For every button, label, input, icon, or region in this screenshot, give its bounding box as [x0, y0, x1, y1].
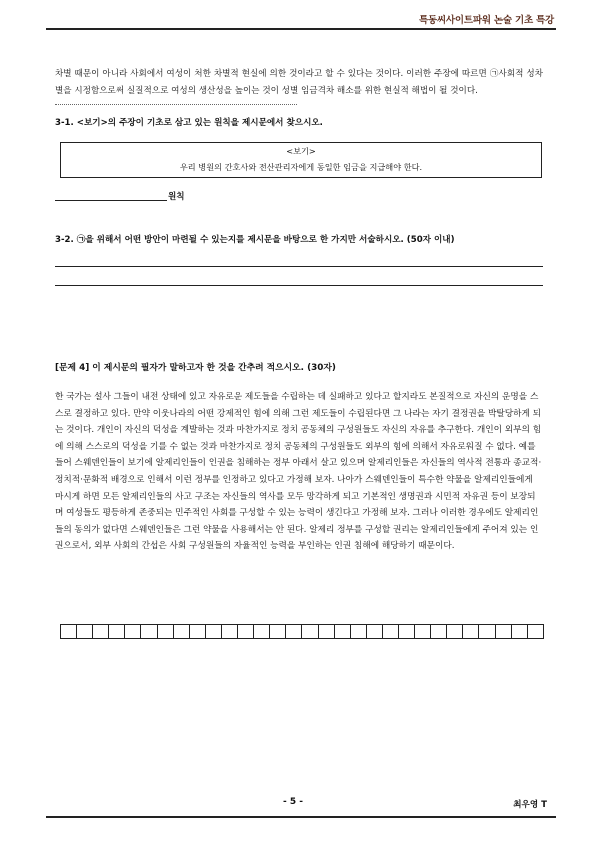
- intro-paragraph: 차별 때문이 아니라 사회에서 여성이 처한 차별적 현실에 의한 것이라고 할 수 있다는 것이다. 이러한 주장에 따르면 ㉠사회적 성차별을 시정함으로써 실질적으로 여성의 생산성을 높이는 것이 성별 임금격차 해소를 위한 현실적 해법이 될 것이다.: [55, 69, 543, 96]
- header-title: 특동씨사이트파워 논술 기초 특강: [418, 15, 554, 26]
- answer-grid-cell[interactable]: [61, 625, 77, 638]
- answer-grid-cell[interactable]: [174, 625, 190, 638]
- answer-grid-cell[interactable]: [93, 625, 109, 638]
- example-box-text: 우리 병원의 간호사와 전산관리자에게 동일한 임금을 지급해야 한다.: [179, 162, 423, 172]
- answer-grid-cell[interactable]: [302, 625, 318, 638]
- answer-grid-cell[interactable]: [286, 625, 302, 638]
- answer-blank-3-1[interactable]: [55, 200, 167, 201]
- answer-grid-cell[interactable]: [528, 625, 543, 638]
- answer-grid-cell[interactable]: [238, 625, 254, 638]
- answer-line-3-2-first[interactable]: [55, 266, 543, 267]
- author-name: 최우영 T: [513, 800, 547, 810]
- answer-grid-cell[interactable]: [254, 625, 270, 638]
- answer-grid-cell[interactable]: [158, 625, 174, 638]
- dotted-separator: [55, 104, 297, 105]
- answer-grid[interactable]: [60, 624, 544, 639]
- question-3-1: 3-1. <보기>의 주장이 기초로 삼고 있는 원칙을 제시문에서 찾으시오.: [55, 118, 323, 128]
- answer-grid-cell[interactable]: [125, 625, 141, 638]
- answer-grid-cell[interactable]: [512, 625, 528, 638]
- example-box: [60, 142, 542, 178]
- answer-grid-cell[interactable]: [463, 625, 479, 638]
- question-4-passage: 한 국가는 설사 그들이 내전 상태에 있고 자유로운 제도들을 수립하는 데 실패하고 있다고 할지라도 본질적으로 자신의 운명을 스스로 결정하고 있다. 만약 이웃나라의 어떤 강제적인 힘에 의해 그런 제도들이 수립된다면 그 나라는 자기 결정권을 박탈당하게 되는 것이다. 개인이 자신의 덕성을 계발하는 것과 마찬가지로 정치 공동체의 구성원들도 자신의 자유를 추구한다. 개인이 외부의 힘에 의해 스스로의 덕성을 기를 수 없는 것과 마찬가지로 정치 공동체의 구성원들도 외부의 힘에 의해서 자유로워질 수 없다. 예를 들어 스웨덴인들이 보기에 알제리인들이 인권을 침해하는 정부 아래서 살고 있으며 알제리인들은 자신들의 역사적 전통과 종교적·정치적·문화적 배경으로 인해서 이런 정부를 인정하고 있다고 가정해 보자. 나아가 스웨덴인들이 특수한 약물을 알제리인들에게 마시게 하면 모든 알제리인들의 사고 구조는 자신들의 역사를 모두 망각하게 되고 기본적인 생명권과 시민적 자유권 등이 보장되며 여성들도 평등하게 존중되는 민주적인 사회를 구성할 수 있는 능력이 생긴다고 가정해 보자. 그러나 이러한 경우에도 알제리인들의 동의가 없다면 스웨덴인들은 그런 약물을 사용해서는 안 된다. 알제리 정부를 구성할 권리는 알제리인들에게 주어져 있는 인권으로서, 외부 사회의 간섭은 사회 구성원들의 자율적인 능력을 부인하는 인권 침해에 해당하기 때문이다.: [55, 392, 542, 552]
- answer-grid-cell[interactable]: [415, 625, 431, 638]
- answer-grid-cell[interactable]: [431, 625, 447, 638]
- page-number: - 5 -: [283, 797, 303, 807]
- answer-grid-cell[interactable]: [206, 625, 222, 638]
- footer-divider: [46, 816, 556, 818]
- question-4: [문제 4] 이 제시문의 필자가 말하고자 한 것을 간추려 적으시오. (30자): [55, 363, 336, 373]
- answer-grid-cell[interactable]: [141, 625, 157, 638]
- answer-line-3-2-second[interactable]: [55, 285, 543, 286]
- answer-label-3-1: 원칙: [168, 192, 185, 202]
- question-3-2: 3-2. ㉠을 위해서 어떤 방안이 마련될 수 있는지를 제시문을 바탕으로 한 가지만 서술하시오. (50자 이내): [55, 235, 455, 245]
- answer-grid-cell[interactable]: [351, 625, 367, 638]
- answer-grid-cell[interactable]: [479, 625, 495, 638]
- answer-grid-cell[interactable]: [367, 625, 383, 638]
- answer-grid-cell[interactable]: [447, 625, 463, 638]
- answer-grid-cell[interactable]: [270, 625, 286, 638]
- answer-grid-cell[interactable]: [190, 625, 206, 638]
- answer-grid-cell[interactable]: [496, 625, 512, 638]
- answer-grid-cell[interactable]: [383, 625, 399, 638]
- answer-grid-cell[interactable]: [109, 625, 125, 638]
- answer-grid-cell[interactable]: [335, 625, 351, 638]
- answer-grid-cell[interactable]: [399, 625, 415, 638]
- example-box-title: <보기>: [286, 146, 316, 156]
- answer-grid-cell[interactable]: [222, 625, 238, 638]
- header-divider: [46, 28, 556, 30]
- answer-grid-cell[interactable]: [77, 625, 93, 638]
- answer-grid-cell[interactable]: [319, 625, 335, 638]
